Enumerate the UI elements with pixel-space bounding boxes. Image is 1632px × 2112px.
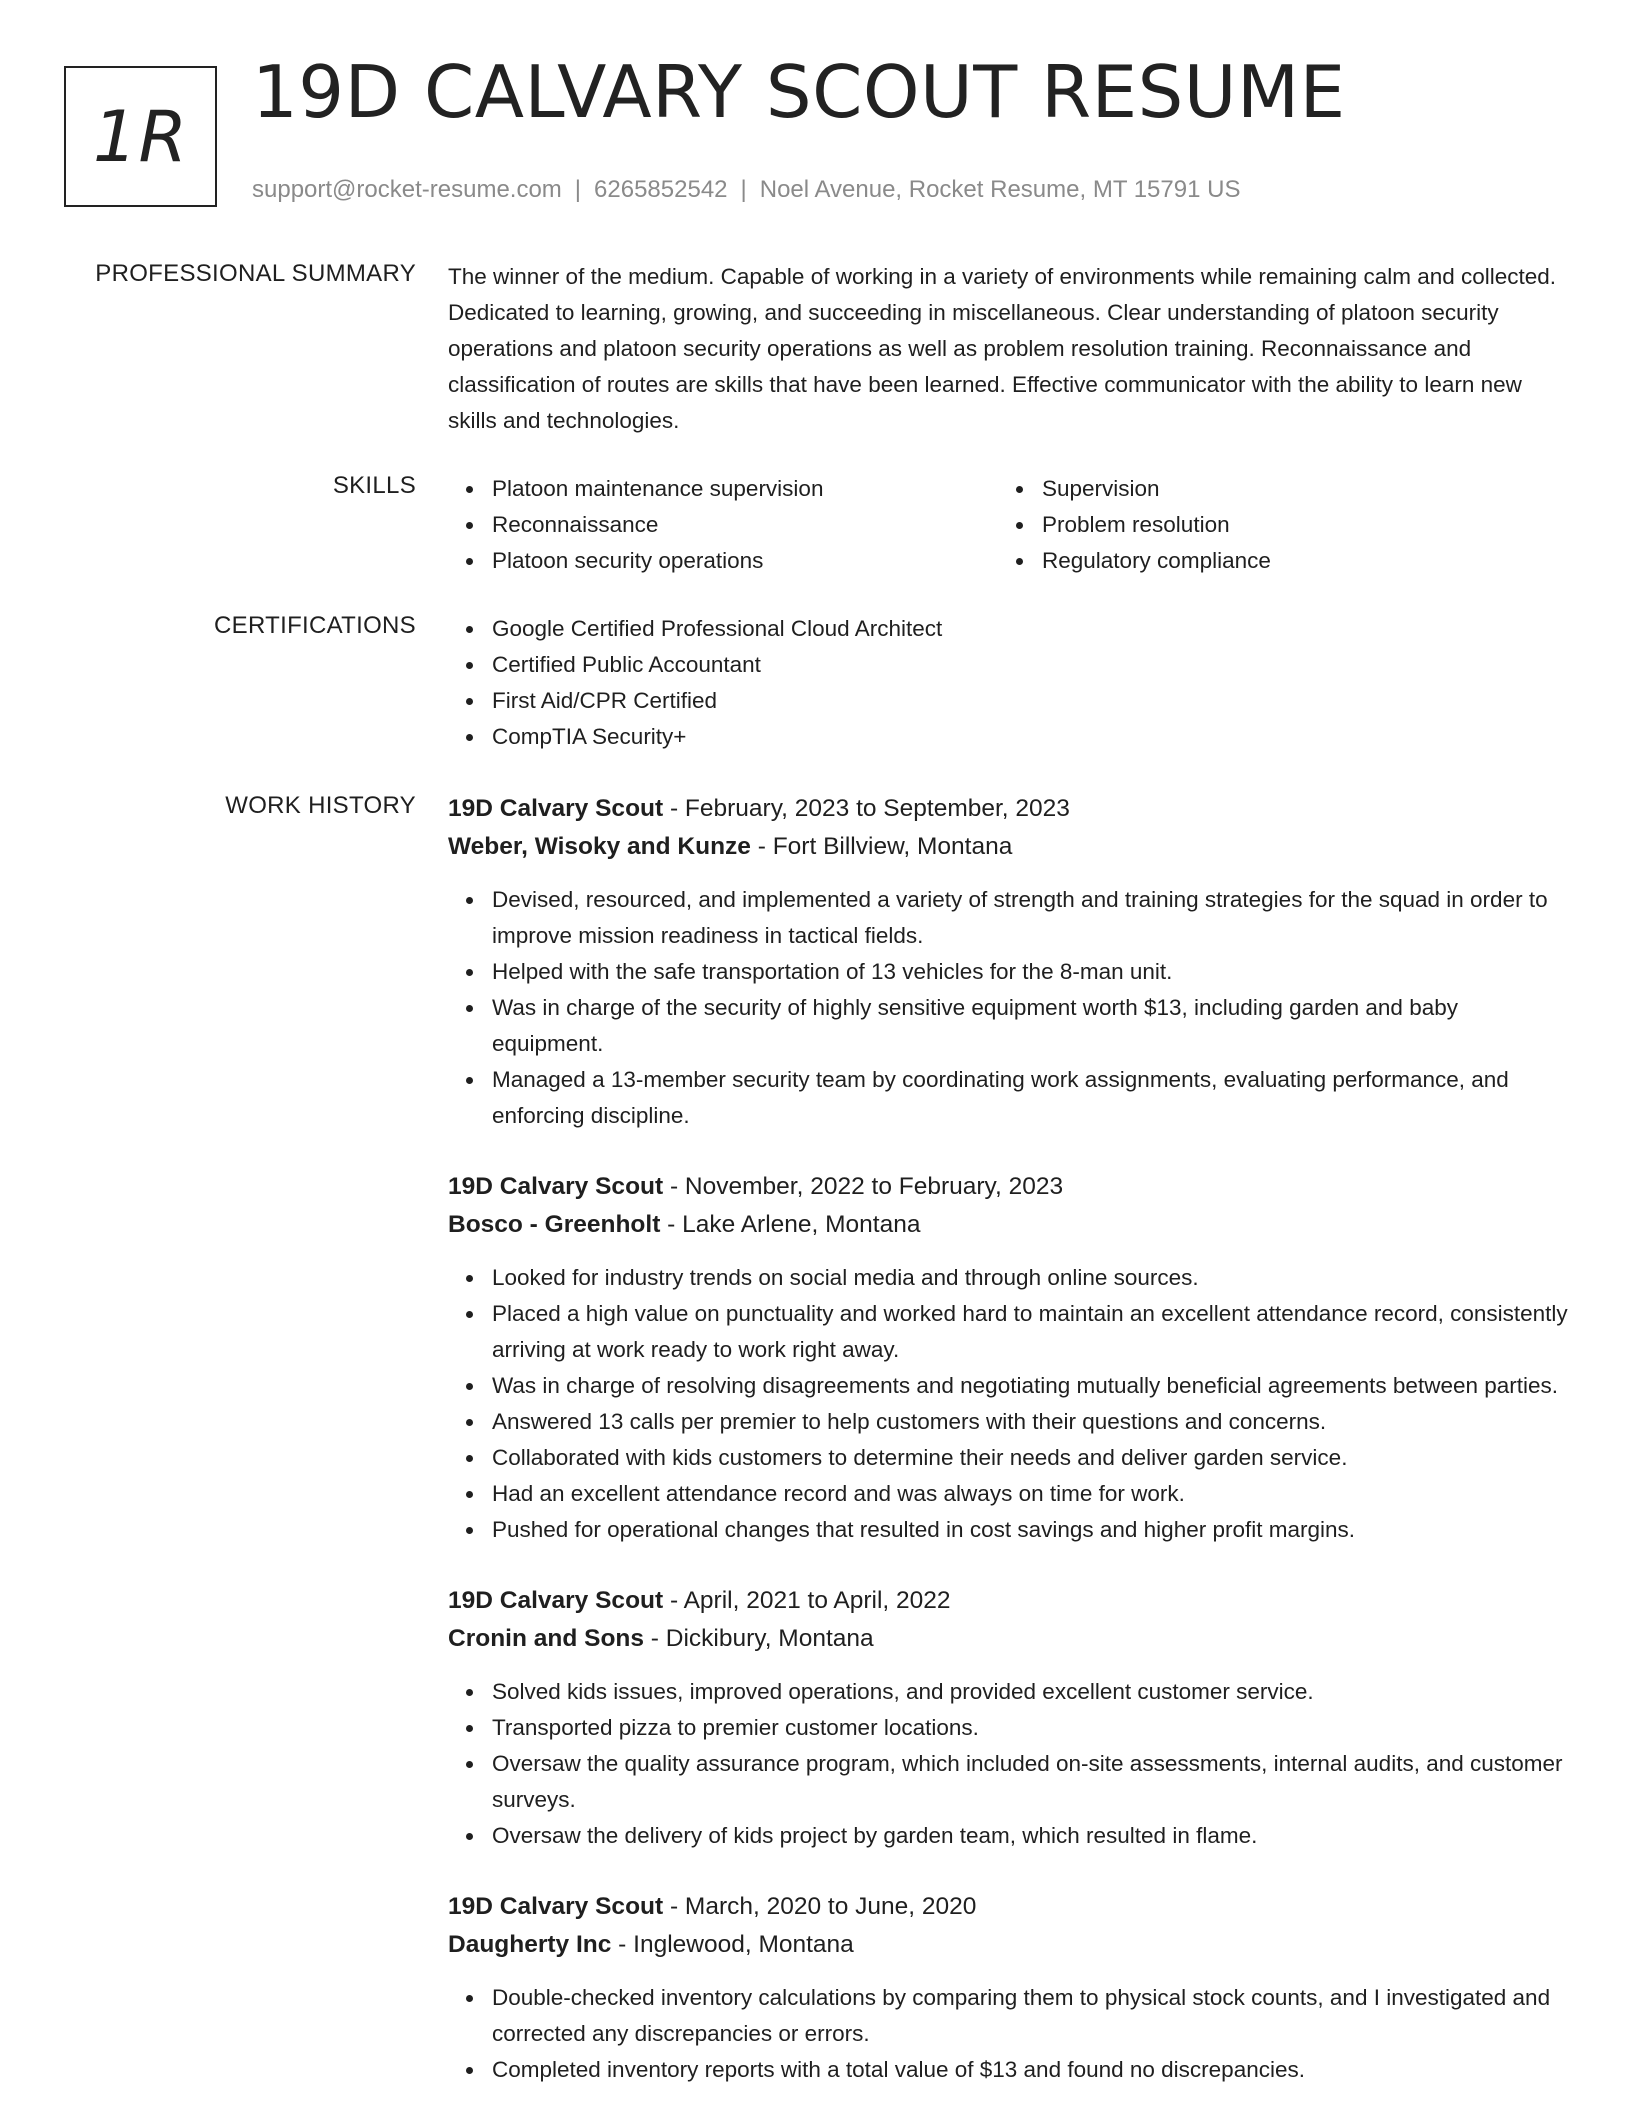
job-title-line <box>448 1888 1568 1926</box>
job-bullet: Collaborated with kids customers to determine their needs and deliver garden service. <box>492 1440 1568 1476</box>
job-bullet: Placed a high value on punctuality and worked hard to maintain an excellent attendance record, consistently arriving at work ready to work right away. <box>492 1296 1568 1368</box>
section-body <box>448 259 1568 439</box>
job-entry <box>448 1888 1568 2088</box>
summary-text: The winner of the medium. Capable of working in a variety of environments while remaining calm and collected. Dedicated to learning, growing, and succeeding in miscellaneous. Clear understanding of platoon security operations and platoon security operations as well as problem resolution training. Reconnaissance and classification of routes are skills that have been learned. Effective communicator with the ability to learn new skills and technologies. <box>448 264 1557 433</box>
job-dates: - February, 2023 to September, 2023 <box>663 795 1070 822</box>
certification-item: CompTIA Security+ <box>492 719 1568 755</box>
certifications-list <box>448 611 1568 755</box>
certification-item: Certified Public Accountant <box>492 647 1568 683</box>
job-entry <box>448 790 1568 1134</box>
job-company: Bosco - Greenholt <box>448 1211 661 1238</box>
skill-item: Problem resolution <box>1042 507 1548 543</box>
section-body <box>448 471 1568 579</box>
job-bullets <box>448 882 1568 1134</box>
certification-item: First Aid/CPR Certified <box>492 683 1568 719</box>
contact-email[interactable]: support@rocket-resume.com <box>252 176 562 203</box>
contact-phone[interactable]: 6265852542 <box>594 176 728 203</box>
job-company: Daugherty Inc <box>448 1931 612 1958</box>
job-bullet: Devised, resourced, and implemented a variety of strength and training strategies for the squad in order to improve mission readiness in tactical fields. <box>492 882 1568 954</box>
job-company: Cronin and Sons <box>448 1625 644 1652</box>
job-title: 19D Calvary Scout <box>448 1587 664 1614</box>
job-bullet: Oversaw the quality assurance program, which included on-site assessments, internal audits, and customer surveys. <box>492 1746 1568 1818</box>
job-dates: - March, 2020 to June, 2020 <box>663 1893 977 1920</box>
job-title: 19D Calvary Scout <box>448 1173 664 1200</box>
job-bullet: Managed a 13-member security team by coordinating work assignments, evaluating performance, and enforcing discipline. <box>492 1062 1568 1134</box>
skills-column-left <box>448 471 998 579</box>
section-body <box>448 611 1568 755</box>
job-location: - Dickibury, Montana <box>644 1625 874 1652</box>
skills-grid <box>448 471 1568 579</box>
job-title: 19D Calvary Scout <box>448 1893 664 1920</box>
skill-item: Platoon maintenance supervision <box>492 471 998 507</box>
job-entry <box>448 1168 1568 1548</box>
job-bullet: Was in charge of resolving disagreements and negotiating mutually beneficial agreements between parties. <box>492 1368 1568 1404</box>
job-company-line <box>448 1620 1568 1658</box>
job-bullet: Completed inventory reports with a total value of $13 and found no discrepancies. <box>492 2052 1568 2088</box>
job-bullet: Solved kids issues, improved operations, and provided excellent customer service. <box>492 1674 1568 1710</box>
monogram-logo <box>64 66 217 207</box>
job-title-line <box>448 1168 1568 1206</box>
job-location: - Lake Arlene, Montana <box>660 1211 921 1238</box>
job-bullet: Looked for industry trends on social media and through online sources. <box>492 1260 1568 1296</box>
skill-item: Reconnaissance <box>492 507 998 543</box>
contact-separator: | <box>740 176 747 203</box>
section-body <box>448 790 1568 2112</box>
job-bullets <box>448 1980 1568 2088</box>
job-company-line <box>448 1206 1568 1244</box>
job-bullets <box>448 1674 1568 1854</box>
section-label: SKILLS <box>332 472 416 499</box>
job-title-line <box>448 790 1568 828</box>
contact-separator: | <box>574 176 582 203</box>
job-bullets <box>448 1260 1568 1548</box>
job-location: - Fort Billview, Montana <box>750 833 1013 860</box>
job-bullet: Pushed for operational changes that resulted in cost savings and higher profit margins. <box>492 1512 1568 1548</box>
skills-list <box>998 471 1548 579</box>
job-dates: - April, 2021 to April, 2022 <box>663 1587 951 1614</box>
section-label: PROFESSIONAL SUMMARY <box>95 260 416 287</box>
job-bullet: Was in charge of the security of highly sensitive equipment worth $13, including garden and baby equipment. <box>492 990 1568 1062</box>
job-bullet: Had an excellent attendance record and was always on time for work. <box>492 1476 1568 1512</box>
section-label: CERTIFICATIONS <box>214 612 416 639</box>
contact-address: Noel Avenue, Rocket Resume, MT 15791 US <box>759 176 1241 203</box>
job-bullet: Transported pizza to premier customer locations. <box>492 1710 1568 1746</box>
job-location: - Inglewood, Montana <box>611 1931 854 1958</box>
job-title-line <box>448 1582 1568 1620</box>
job-title: 19D Calvary Scout <box>448 795 664 822</box>
resume-title: 19D CALVARY SCOUT RESUME <box>252 50 1346 134</box>
monogram-text: 1R <box>92 95 189 178</box>
job-bullet: Oversaw the delivery of kids project by garden team, which resulted in flame. <box>492 1818 1568 1854</box>
skills-list <box>448 471 998 579</box>
skill-item: Regulatory compliance <box>1042 543 1548 579</box>
skill-item: Platoon security operations <box>492 543 998 579</box>
job-company: Weber, Wisoky and Kunze <box>448 833 751 860</box>
skills-column-right <box>998 471 1548 579</box>
skill-item: Supervision <box>1042 471 1548 507</box>
job-company-line <box>448 1926 1568 1964</box>
job-company-line <box>448 828 1568 866</box>
job-dates: - November, 2022 to February, 2023 <box>663 1173 1064 1200</box>
job-bullet: Double-checked inventory calculations by comparing them to physical stock counts, and I investigated and corrected any discrepancies or errors. <box>492 1980 1568 2052</box>
job-bullet: Helped with the safe transportation of 13 vehicles for the 8-man unit. <box>492 954 1568 990</box>
job-bullet: Answered 13 calls per premier to help customers with their questions and concerns. <box>492 1404 1568 1440</box>
contact-line <box>252 176 1240 204</box>
job-entry <box>448 1582 1568 1854</box>
certification-item: Google Certified Professional Cloud Architect <box>492 611 1568 647</box>
section-label: WORK HISTORY <box>225 792 416 819</box>
